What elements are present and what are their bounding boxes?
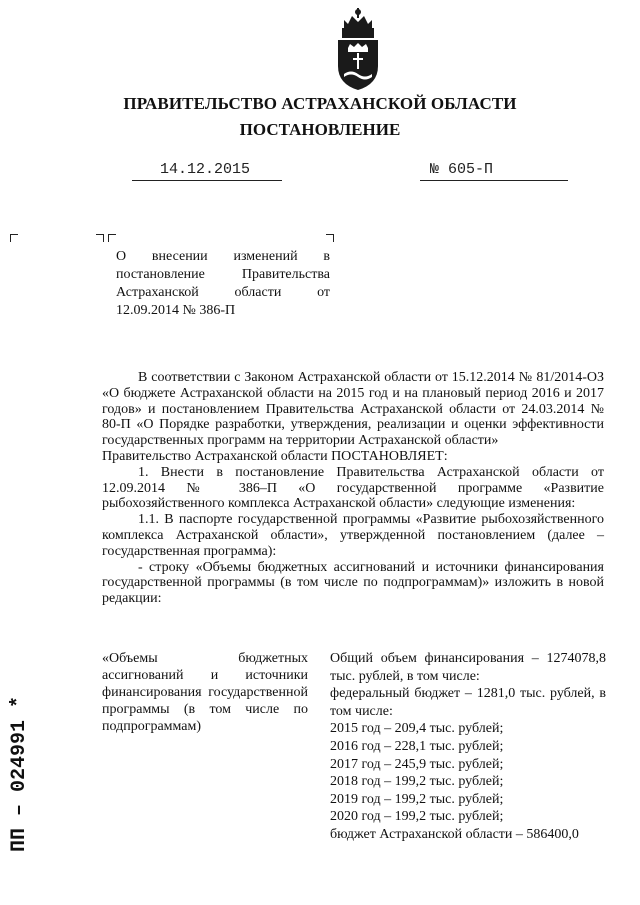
funding-year-item: 2019 год – 199,2 тыс. рублей; — [330, 791, 504, 807]
document-number: № 605-П — [430, 161, 494, 178]
number-underline — [420, 180, 568, 181]
item-line-paragraph: - строку «Объемы бюджетных ассигнований и источники финансирования государственной программы (в том числе по подпрограммам)» изложить в новой редакции: — [102, 559, 604, 607]
preamble-paragraph: В соответствии с Законом Астраханской области от 15.12.2014 № 81/2014-ОЗ «О бюджете Астраханской области на 2015 год и на плановый период 2016 и 2017 годов» и постановлением Правительства Астраханской области от 24.03.2014 № 80-П «О Порядке разработки, утверждения, реализации и оценки эффективности государственных программ на территории Астраханской области» — [102, 370, 604, 449]
funding-year-item: 2018 год – 199,2 тыс. рублей; — [330, 774, 504, 790]
funding-regional: бюджет Астраханской области – 586400,0 — [330, 826, 579, 842]
document-body — [102, 370, 604, 607]
funding-year-item: 2016 год – 228,1 тыс. рублей; — [330, 738, 504, 754]
funding-year-item: 2017 год – 245,9 тыс. рублей; — [330, 756, 504, 772]
corner-mark-subject-end — [326, 234, 334, 242]
funding-year-item: 2020 год – 199,2 тыс. рублей; — [330, 809, 504, 825]
document-type-title: ПОСТАНОВЛЕНИЕ — [239, 120, 401, 139]
date-underline — [132, 180, 282, 181]
funding-federal: федеральный бюджет – 1281,0 тыс. рублей, в том числе: — [330, 686, 606, 719]
funding-row-values — [330, 650, 606, 844]
funding-row-label: «Объемы бюджетных ассигнований и источники финансирования государственной программы (в том числе по подпрограммам) — [102, 651, 308, 734]
corner-mark-subject-start-a — [96, 234, 104, 242]
serial-number: ПП – 024991 * — [8, 695, 31, 852]
corner-mark-subject-start-b — [108, 234, 116, 242]
item-1-paragraph: 1. Внести в постановление Правительства Астраханской области от 12.09.2014 № 386–П «О государственной программе «Развитие рыбохозяйственного комплекса Астраханской области» следующие изменения: — [102, 464, 604, 512]
corner-mark-left — [10, 234, 18, 242]
resolves-paragraph: Правительство Астраханской области ПОСТАНОВЛЯЕТ: — [102, 448, 448, 464]
item-1-1-paragraph: 1.1. В паспорте государственной программы «Развитие рыбохозяйственного комплекса Астраханской области», утвержденной постановлением (далее – государственная программа): — [102, 512, 604, 559]
document-subject: О внесении изменений в постановление Правительства Астраханской области от 12.09.2014 № 386-П — [116, 249, 330, 318]
serial-number-wrapper — [8, 695, 158, 880]
funding-total: Общий объем финансирования – 1274078,8 тыс. рублей, в том числе: — [330, 651, 606, 684]
document-date: 14.12.2015 — [160, 161, 251, 178]
funding-year-item: 2015 год – 209,4 тыс. рублей; — [330, 721, 504, 737]
government-title: ПРАВИТЕЛЬСТВО АСТРАХАНСКОЙ ОБЛАСТИ — [123, 94, 517, 113]
coat-of-arms-emblem — [330, 6, 386, 92]
